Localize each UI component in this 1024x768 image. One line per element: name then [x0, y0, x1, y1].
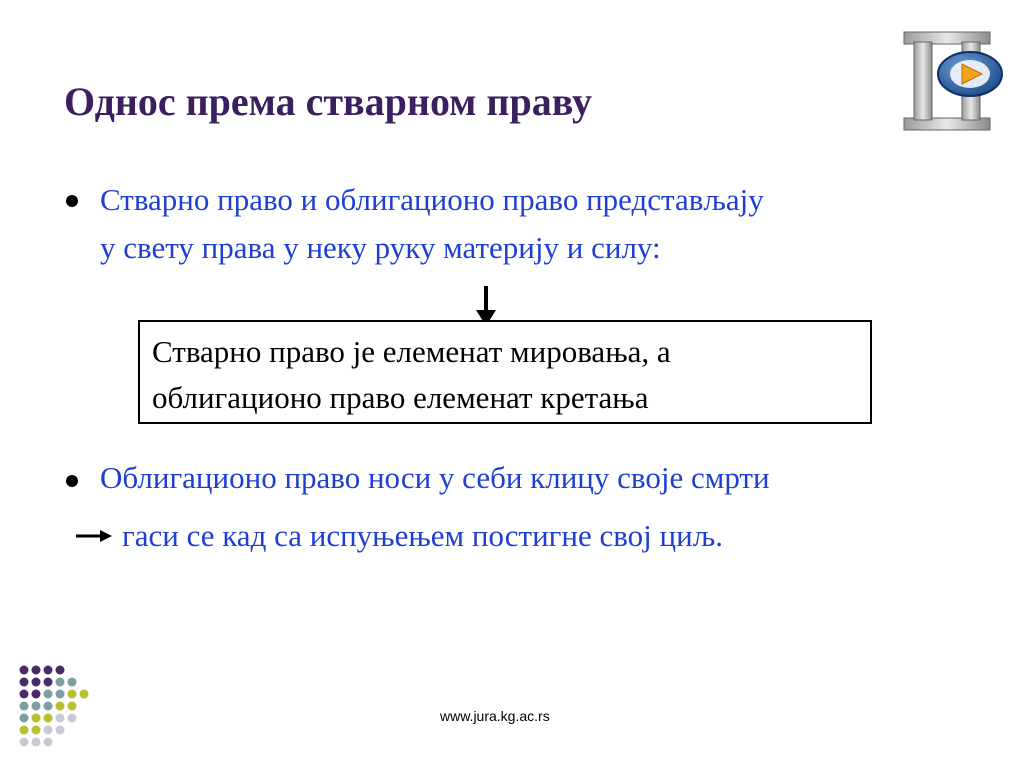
- bullet-2-line-1: Облигационо право носи у себи клицу своје смрти: [100, 460, 770, 495]
- faculty-logo-icon: [900, 28, 1010, 134]
- footer-url: www.jura.kg.ac.rs: [440, 708, 550, 724]
- bullet-1-line-2: у свету права у неку руку материју и силу:: [100, 230, 661, 265]
- slide-title: Однос према стварном праву: [64, 79, 592, 124]
- arrow-right-icon: [76, 528, 112, 544]
- bullet-marker: [66, 475, 78, 487]
- bullet-1-line-1: Стварно право и облигационо право представљају: [100, 182, 764, 217]
- box-line-2: облигационо право елеменат кретања: [152, 380, 649, 415]
- bullet-marker: [66, 195, 78, 207]
- box-line-1: Стварно право је елеменат мировања, а: [152, 334, 671, 369]
- arrow-note: гаси се кад са испуњењем постигне свој циљ.: [122, 518, 723, 553]
- definition-box: [138, 320, 872, 424]
- decorative-dots: [12, 664, 92, 754]
